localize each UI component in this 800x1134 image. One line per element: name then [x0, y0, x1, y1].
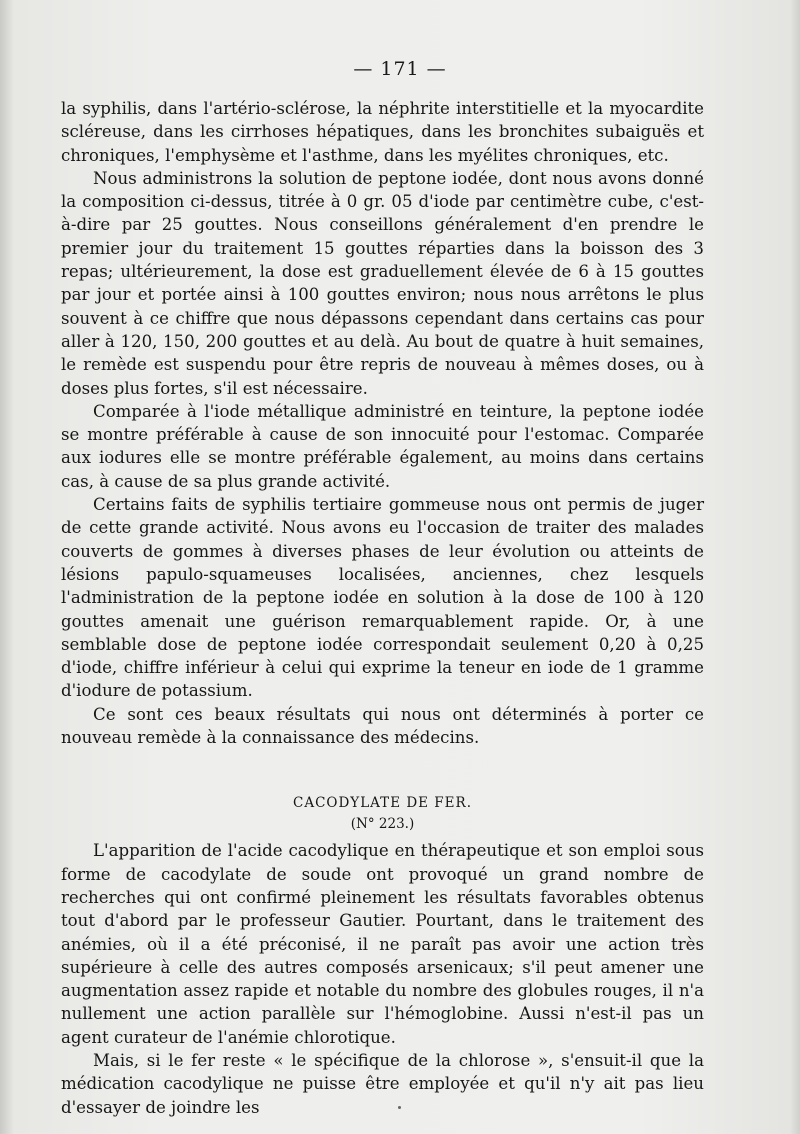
paragraph: Certains faits de syphilis tertiaire gommeuse nous ont permis de juger de cette grande activité. Nous avons eu l'occasion de traiter des malades couverts de gommes à diverses phases de leur évolution ou atteints de lésions papulo-squameuses localisées, anciennes, chez lesquels l'administration de la peptone iodée en solution à la dose de 100 à 120 gouttes amenait une guérison remarquablement rapide. Or, à une semblable dose de peptone iodée correspondait seulement 0,20 à 0,25 d'iode, chiffre inférieur à celui qui exprime la teneur en iode de 1 gramme d'iodure de potassium.: [61, 495, 704, 701]
page-number: — 171 —: [353, 58, 447, 80]
page-binding-shadow: [0, 0, 14, 1134]
section-number: (N° 223.): [350, 816, 415, 833]
page-edge-shadow: [790, 0, 800, 1134]
paragraph: Ce sont ces beaux résultats qui nous ont déterminés à porter ce nouveau remède à la connaissance des médecins.: [61, 704, 704, 748]
paragraph: la syphilis, dans l'artério-sclérose, la néphrite interstitielle et la myocardite scléreuse, dans les cirrhoses hépatiques, dans les bronchites subaiguës et chroniques, l'emphysème et l'asthme, dans les myélites chroniques, etc.: [61, 99, 704, 165]
page-text: [61, 97, 704, 1119]
paragraph: L'apparition de l'acide cacodylique en thérapeutique et son emploi sous forme de cacodylate de soude ont provoqué un grand nombre de recherches qui ont confirmé pleinement les résultats favorables obtenus tout d'abord par le professeur Gautier. Pourtant, dans le traitement des anémies, où il a été préconisé, il ne paraît pas avoir une action très supérieure à celle des autres composés arsenicaux; s'il peut amener une augmentation assez rapide et notable du nombre des globules rouges, il n'a nullement une action parallèle sur l'hémoglobine. Aussi n'est-il pas un agent curateur de l'anémie chlorotique.: [61, 841, 704, 1047]
section-title: CACODYLATE DE FER.: [293, 795, 472, 812]
page-mark: [398, 1106, 401, 1109]
paragraph: Mais, si le fer reste « le spécifique de la chlorose », s'ensuit-il que la médication cacodylique ne puisse être employée et qu'il n'y ait pas lieu d'essayer de joindre les: [61, 1050, 704, 1117]
paragraph: Comparée à l'iode métallique administré en teinture, la peptone iodée se montre préférable à cause de son innocuité pour l'estomac. Comparée aux iodures elle se montre préférable également, au moins dans certains cas, à cause de sa plus grande activité.: [61, 401, 704, 491]
paragraph: Nous administrons la solution de peptone iodée, dont nous avons donné la composition ci-dessus, titrée à 0 gr. 05 d'iode par centimètre cube, c'est-à-dire par 25 gouttes. Nous conseillons généralement d'en prendre le premier jour du traitement 15 gouttes réparties dans la boisson des 3 repas; ultérieurement, la dose est graduellement élevée de 6 à 15 gouttes par jour et portée ainsi à 100 gouttes environ; nous nous arrêtons le plus souvent à ce chiffre que nous dépassons cependant dans certains cas pour aller à 120, 150, 200 gouttes et au delà. Au bout de quatre à huit semaines, le remède est suspendu pour être repris de nouveau à mêmes doses, ou à doses plus fortes, s'il est nécessaire.: [61, 168, 704, 398]
